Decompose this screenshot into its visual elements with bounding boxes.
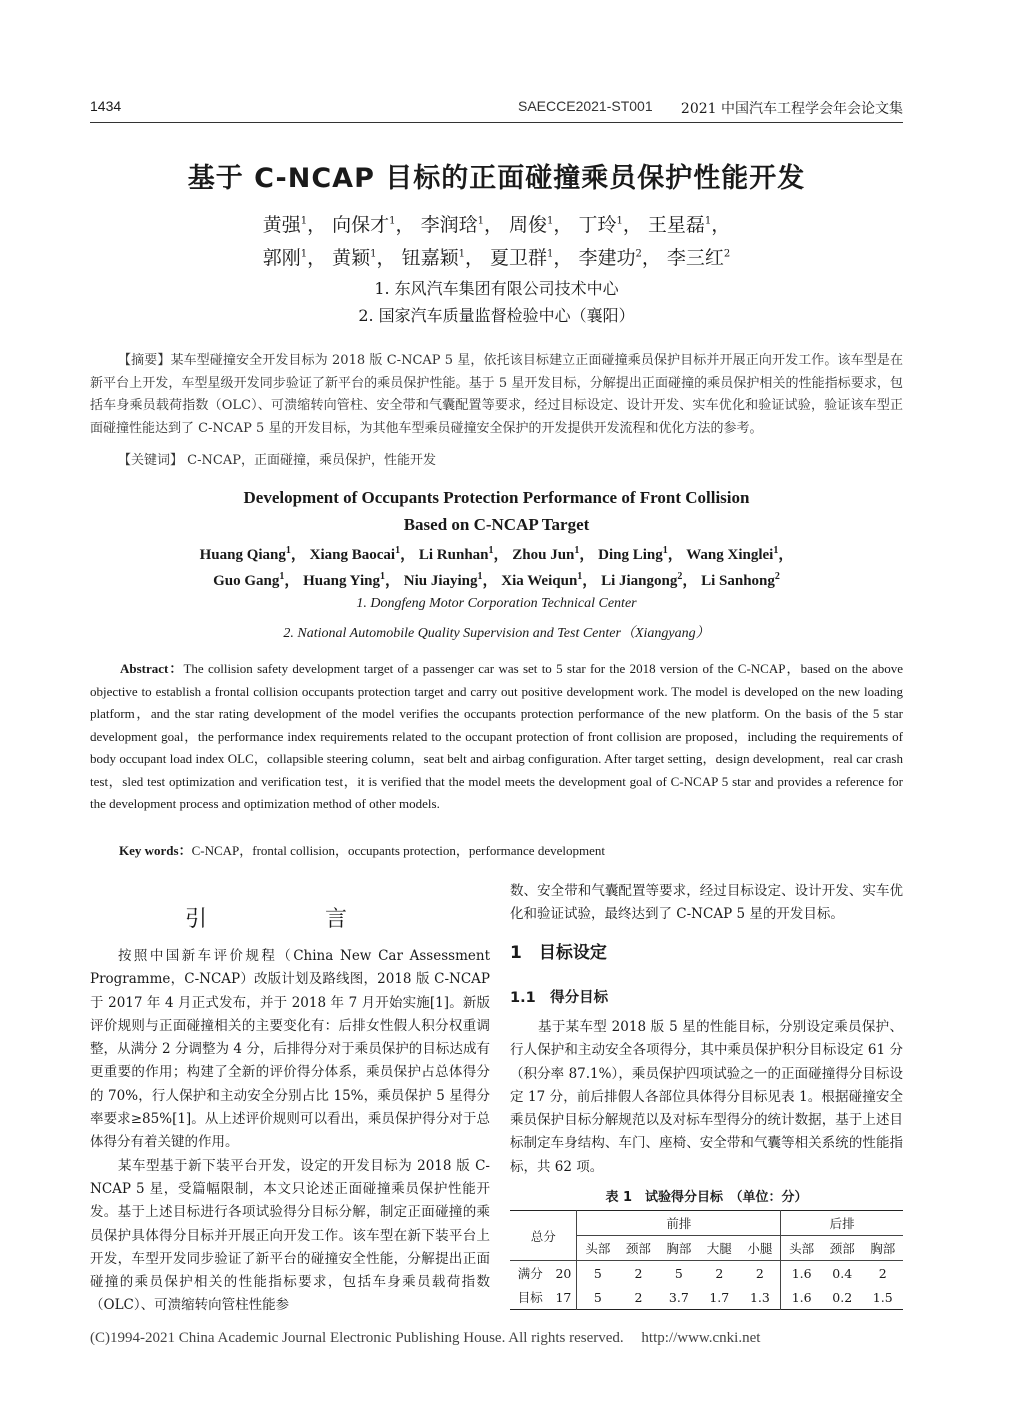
table-cell: 5 [593, 1289, 602, 1305]
keywords-cn [118, 449, 436, 468]
table-cell: 2 [715, 1265, 724, 1281]
paragraph: 按照中国新车评价规程（China New Car Assessment Programme，C-NCAP）改版计划及路线图，2018 版 C-NCAP 于 2017 年 4 月正式发布，并于 2018 年 7 月开始实施[1]。新版评价规则与正面碰撞相关的主要变化有：后排女性假人积分权重调整，从满分 2 分调整为 4 分，后排得分对于乘员保护的目标达成有更重要的作用；构建了全新的评价得分体系，乘员保护占总体得分的 70%，行人保护和主动安全分别占比 15%，乘员保护 5 星得分率要求≥85%[1]。从上述评价规则可以看出，乘员保护得分对于总体得分有着关键的作用。 [90, 948, 490, 1151]
continuation-text [510, 880, 903, 927]
affiliation-cn-2: 2. 国家汽车质量监督检验中心（襄阳） [358, 306, 635, 325]
author: 黄颖 [332, 247, 371, 269]
keywords-en [119, 840, 605, 859]
table-cell: 2 [740, 1261, 781, 1286]
author: 李建功 [578, 247, 636, 269]
section-heading-intro: 引 言 [184, 907, 395, 932]
author: Huang Ying [303, 573, 380, 589]
table-cell: 2 [878, 1265, 887, 1281]
author: Zhou Jun [512, 547, 575, 563]
author: Huang Qiang [199, 547, 286, 563]
table-cell: 1.6 [791, 1289, 812, 1305]
paragraph: 某车型基于新下装平台开发，设定的开发目标为 2018 版 C-NCAP 5 星，受篇幅限制，本文只论述正面碰撞乘员保护性能开发。基于上述目标进行各项试验得分目标分解，制定正面碰撞的乘员保护具体得分目标并开展正向开发工作。该车型在新下装平台上开发，车型开发同步验证了新平台的碰撞安全性能，分解提出正面碰撞的乘员保护相关的性能指标要求，包括车身乘员载荷指数（OLC）、可溃缩转向管柱性能参 [90, 1157, 490, 1314]
author: 夏卫群 [490, 247, 548, 269]
keywords-cn-text: C-NCAP，正面碰撞，乘员保护，性能开发 [187, 453, 436, 468]
author: 郭刚 [262, 247, 301, 269]
table-col-header: 胸部 [870, 1241, 896, 1256]
author: Li Sanhong [701, 573, 775, 589]
table-cell: 3.7 [668, 1289, 689, 1305]
paper-title-cn: 基于 C-NCAP 目标的正面碰撞乘员保护性能开发 [187, 163, 806, 194]
authors-en-line1: Huang Qiang$^1$， Xiang Baocai$^1$， Li Runhan$^1$， Zhou Jun$^1$， Ding Ling$^1$， Wang Xinglei$^1$， [199, 545, 794, 563]
table-col-header: 颈部 [625, 1241, 651, 1256]
table-col-header: 胸部 [666, 1241, 692, 1256]
author: Ding Ling [598, 547, 663, 563]
score-body [510, 1016, 903, 1179]
table-cell: 2 [634, 1289, 643, 1305]
table-cell: 1.3 [740, 1285, 781, 1310]
author: 丁玲 [578, 214, 617, 236]
abstract-en-text: The collision safety development target of a passenger car was set to 5 star for the 2018 version of the C-NCAP，based on the above objective to establish a frontal collision occupants protection target and carry out positive development work. The model is developed on the new loading platform，and the star rating development of the model verifies the occupants protection performance of the new platform. On the basis of the 5 star development goal，the performance index requirements related to the occupant protection of front collision are proposed，including the requirements of body occupant load index OLC，collapsible steering column，seat belt and airbag configuration. After target setting，design development，real car crash test，sled test optimization and verification test，it is verified that the model meets the development goal of C-NCAP 5 star and provides a reference for the development process and optimization method of other models. [90, 661, 903, 811]
page-number: 1434 [90, 98, 122, 114]
author: Xia Weiqun [501, 573, 578, 589]
author: Niu Jiaying [403, 573, 478, 589]
abstract-cn-text: 某车型碰撞安全开发目标为 2018 版 C-NCAP 5 星，依托该目标建立正面碰撞乘员保护目标并开展正向开发工作。该车型是在新平台上开发，车型星级开发同步验证了新平台的乘员保护性能。基于 5 星开发目标，分解提出正面碰撞的乘员保护相关的性能指标要求，包括车身乘员载荷指数（OLC）、可溃缩转向管柱、安全带和气囊配置等要求，经过目标设定、设计开发、实车优化和验证试验，验证该车型正面碰撞性能达到了 C-NCAP 5 星的开发目标，为其他车型乘员碰撞安全保护的开发提供开发流程和优化方法的参考。 [90, 353, 903, 436]
table-col-header: 小腿 [740, 1236, 781, 1261]
table-row [510, 1285, 903, 1310]
author: Wang Xinglei [686, 547, 774, 563]
table-cell: 5 [593, 1265, 602, 1281]
paragraph: 数、安全带和气囊配置等要求，经过目标设定、设计开发、实车优化和验证试验，最终达到了 C-NCAP 5 星的开发目标。 [510, 883, 903, 923]
table-header-total: 总分 [510, 1211, 577, 1261]
section-heading-1: 1 目标设定 [510, 943, 607, 963]
table-col-header: 大腿 [706, 1241, 732, 1256]
abstract-en [90, 658, 903, 816]
table-col-header: 头部 [789, 1241, 815, 1256]
table-cell: 1.6 [791, 1265, 812, 1281]
table-col-header: 颈部 [829, 1241, 855, 1256]
authors-cn-line1: 黄强$^1$， 向保才$^1$， 李润琀$^1$， 周俊$^1$， 丁玲$^1$， 王星磊$^1$， [262, 214, 731, 236]
table-row-label: 满分 [517, 1266, 543, 1281]
keywords-en-text: C-NCAP，frontal collision，occupants protection，performance development [191, 843, 605, 858]
author: 李润琀 [420, 214, 478, 236]
table-cell: 20 [550, 1261, 577, 1286]
authors-cn-line2: 郭刚$^1$， 黄颖$^1$， 钮嘉颖$^1$， 夏卫群$^1$， 李建功$^2$， 李三红$^2$ [262, 247, 731, 269]
paper-title-en-line2: Based on C-NCAP Target [403, 515, 590, 534]
intro-body [90, 945, 490, 1318]
author: 向保才 [332, 214, 390, 236]
paper-code: SAECCE2021-ST001 [518, 98, 653, 114]
table-cell: 1.7 [709, 1289, 730, 1305]
table-cell: 1.5 [872, 1289, 893, 1305]
table-row-label: 目标 [517, 1290, 543, 1305]
score-table [510, 1210, 903, 1310]
abstract-en-label: Abstract： [120, 661, 184, 676]
affiliation-en-2: 2. National Automobile Quality Supervision and Test Center（Xiangyang） [283, 626, 710, 641]
table-cell: 17 [550, 1285, 577, 1310]
journal-name: 2021 中国汽车工程学会年会论文集 [680, 101, 903, 117]
paper-title-en-line1: Development of Occupants Protection Performance of Front Collision [243, 488, 750, 507]
table-header-rear: 后排 [781, 1211, 903, 1236]
table-caption: 表 1 试验得分目标 （单位：分） [605, 1190, 808, 1205]
author: 周俊 [509, 214, 548, 236]
author: Guo Gang [213, 573, 280, 589]
running-header [90, 96, 903, 123]
paragraph: 基于某车型 2018 版 5 星的性能目标，分别设定乘员保护、行人保护和主动安全各项得分，其中乘员保护积分目标设定 61 分（积分率 87.1%），乘员保护四项试验之一的正面碰撞得分目标设定 17 分，前后排假人各部位具体得分目标见表 1。根据碰撞安全乘员保护目标分解规范以及对标车型得分的统计数据，基于上述目标制定车身结构、车门、座椅、安全带和气囊等相关系统的性能指标，共 62 项。 [510, 1019, 903, 1175]
table-cell: 2 [634, 1265, 643, 1281]
table-cell: 0.2 [832, 1289, 853, 1305]
copyright-text: (C)1994-2021 China Academic Journal Electronic Publishing House. All rights reserved. [90, 1330, 624, 1346]
footer-url[interactable]: http://www.cnki.net [641, 1330, 761, 1346]
abstract-cn-label: 【摘要】 [118, 353, 171, 368]
table-cell: 0.4 [832, 1265, 853, 1281]
authors-en-line2: Guo Gang$^1$， Huang Ying$^1$， Niu Jiaying$^1$， Xia Weiqun$^1$， Li Jiangong$^2$， Li Sanhong$^2$ [213, 571, 780, 589]
abstract-cn [90, 350, 903, 440]
author: 钮嘉颖 [401, 247, 459, 269]
table-row [510, 1261, 903, 1286]
affiliation-en-1: 1. Dongfeng Motor Corporation Technical Center [356, 596, 637, 611]
author: 黄强 [262, 214, 301, 236]
keywords-cn-label: 【关键词】 [118, 453, 184, 468]
keywords-en-label: Key words： [119, 843, 192, 858]
author: Li Runhan [418, 547, 489, 563]
author: 王星磊 [647, 214, 705, 236]
table-header-front: 前排 [577, 1211, 781, 1236]
table-col-header: 头部 [585, 1241, 611, 1256]
section-heading-1-1: 1.1 得分目标 [510, 990, 609, 1006]
affiliation-cn-1: 1. 东风汽车集团有限公司技术中心 [374, 279, 619, 298]
copyright-footer [90, 1330, 903, 1347]
table-cell: 5 [674, 1265, 683, 1281]
author: Li Jiangong [601, 573, 678, 589]
author: 李三红 [666, 247, 724, 269]
author: Xiang Baocai [309, 547, 396, 563]
